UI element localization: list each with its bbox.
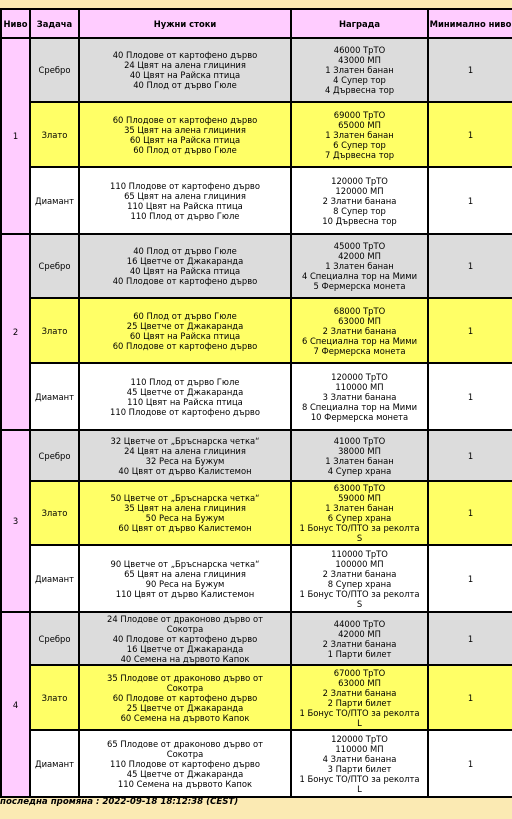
requirement-item: 40 Плодове от картофено дърво xyxy=(112,50,258,60)
table-row xyxy=(1,430,512,481)
requirement-item: 110 Плод от дърво Гюле xyxy=(130,376,240,387)
task-gold-cell: Злато xyxy=(30,298,79,363)
level-cell: 1 xyxy=(1,38,30,234)
requirement-item: 35 Плодове от драконово дърво от xyxy=(107,672,263,683)
task-diamond-cell: Диамант xyxy=(30,167,79,234)
reward-item: 4 Специална тор на Мими xyxy=(301,271,418,281)
reward-cell xyxy=(291,38,428,102)
requirements-cell xyxy=(79,545,291,612)
reward-item: 63000 ТрТО xyxy=(333,483,386,493)
requirement-item: 65 Плодове от драконово дърво от xyxy=(107,738,263,749)
requirement-item: 90 Реса на Бужум xyxy=(145,578,225,589)
requirement-item: 40 Плод от дърво Гюле xyxy=(133,246,237,256)
reward-item: 2 Златни банана xyxy=(322,195,397,206)
reward-item: 1 Златен банан xyxy=(325,261,394,271)
table-row xyxy=(1,102,512,167)
reward-item: 100000 МП xyxy=(335,558,384,569)
reward-item: 44000 ТрТО xyxy=(333,618,386,629)
table-row xyxy=(1,665,512,730)
reward-item: 4 Супер тор xyxy=(333,75,386,85)
reward-item: 7 Дървесна тор xyxy=(324,149,395,160)
requirement-item: 60 Плод от дърво Гюле xyxy=(133,310,237,321)
header-requirements: Нужни стоки xyxy=(79,9,291,38)
reward-cell xyxy=(291,545,428,612)
min-level-cell: 1 xyxy=(428,234,512,298)
table-row xyxy=(1,38,512,102)
reward-item: 2 Златни банана xyxy=(322,325,397,336)
reward-item: 38000 МП xyxy=(338,445,381,456)
min-level-cell: 1 xyxy=(428,167,512,234)
reward-item: 2 Парти билет xyxy=(327,697,392,708)
reward-item: 10 Дървесна тор xyxy=(322,215,397,226)
requirements-cell xyxy=(79,665,291,730)
requirement-item: 110 Цвят на Райска птица xyxy=(127,200,243,211)
requirement-item: 110 Семена на дървото Капок xyxy=(117,778,253,789)
min-level-cell: 1 xyxy=(428,730,512,797)
reward-item: 3 Златни банана xyxy=(322,391,397,402)
table-row xyxy=(1,363,512,430)
reward-cell xyxy=(291,481,428,545)
reward-item: 110000 МП xyxy=(335,381,384,392)
reward-item: 6 Супер тор xyxy=(333,139,386,150)
requirement-item: 45 Цветче от Джакаранда xyxy=(126,768,244,779)
requirement-item: 40 Семена на дървото Капок xyxy=(120,653,250,664)
requirements-cell xyxy=(79,38,291,102)
requirement-item: 110 Плодове от картофено дърво xyxy=(110,406,260,417)
table-header-row xyxy=(1,9,512,38)
reward-cell xyxy=(291,102,428,167)
reward-cell xyxy=(291,730,428,797)
reward-item: 10 Фермерска монета xyxy=(310,411,409,422)
task-gold-cell: Злато xyxy=(30,481,79,545)
reward-item: 2 Златни банана xyxy=(322,638,397,649)
requirements-cell xyxy=(79,612,291,665)
table-row xyxy=(1,730,512,797)
tasks-table xyxy=(0,8,512,798)
min-level-cell: 1 xyxy=(428,665,512,730)
requirement-item: 50 Цветче от „Бръснарска четка“ xyxy=(110,493,260,503)
requirement-item: 50 Реса на Бужум xyxy=(145,513,225,523)
tasks-table-container xyxy=(0,8,512,798)
requirement-item: Сокотра xyxy=(166,682,204,693)
level-cell: 3 xyxy=(1,430,30,612)
last-modified: последна промяна : 2022-09-18 18:12:38 (CEST) xyxy=(0,797,239,807)
reward-item: 1 Парти билет xyxy=(327,648,392,659)
requirement-item: 40 Плод от дърво Гюле xyxy=(133,80,237,90)
reward-item: 120000 ТрТО xyxy=(331,733,388,744)
requirement-item: 60 Цвят от дърво Калистемон xyxy=(118,523,252,533)
task-diamond-cell: Диамант xyxy=(30,363,79,430)
table-row xyxy=(1,612,512,665)
table-row xyxy=(1,545,512,612)
min-level-cell: 1 xyxy=(428,545,512,612)
min-level-cell: 1 xyxy=(428,363,512,430)
requirements-cell xyxy=(79,363,291,430)
requirement-item: 32 Реса на Бужум xyxy=(145,455,225,466)
reward-item: 1 Златен банан xyxy=(325,129,394,140)
table-body xyxy=(1,38,512,797)
min-level-cell: 1 xyxy=(428,102,512,167)
requirements-cell xyxy=(79,167,291,234)
level-cell: 4 xyxy=(1,612,30,797)
reward-item: 1 Бонус ТО/ПТО за реколта xyxy=(299,588,420,599)
requirement-item: 110 Цвят от дърво Калистемон xyxy=(115,588,255,599)
reward-item: 1 Бонус ТО/ПТО за реколта xyxy=(299,523,420,533)
min-level-cell: 1 xyxy=(428,298,512,363)
reward-item: 120000 МП xyxy=(335,185,384,196)
task-gold-cell: Злато xyxy=(30,665,79,730)
requirement-item: 60 Плодове от картофено дърво xyxy=(112,114,258,125)
requirement-item: 24 Плодове от драконово дърво от xyxy=(107,613,263,624)
task-silver-cell: Сребро xyxy=(30,430,79,481)
table-row xyxy=(1,481,512,545)
requirement-item: 24 Цвят на алена глициния xyxy=(124,445,246,456)
requirement-item: 25 Цветче от Джакаранда xyxy=(126,320,244,331)
requirement-item: 60 Цвят на Райска птица xyxy=(129,134,241,145)
reward-cell xyxy=(291,612,428,665)
table-row xyxy=(1,167,512,234)
requirement-item: 40 Плодове от картофено дърво xyxy=(112,633,258,644)
reward-item: 42000 МП xyxy=(338,628,381,639)
reward-item: 5 Фермерска монета xyxy=(313,281,406,291)
header-level: Ниво xyxy=(1,9,30,38)
requirement-item: 24 Цвят на алена глициния xyxy=(124,60,246,70)
reward-item: 69000 ТрТО xyxy=(333,109,386,120)
requirement-item: 40 Плодове от картофено дърво xyxy=(112,276,258,286)
reward-item: 46000 ТрТО xyxy=(333,45,386,55)
reward-item: 65000 МП xyxy=(338,119,381,130)
min-level-cell: 1 xyxy=(428,430,512,481)
reward-item: 2 Златни банана xyxy=(322,687,397,698)
reward-item: 8 Специална тор на Мими xyxy=(301,401,418,412)
reward-item: 6 Специална тор на Мими xyxy=(301,335,418,346)
reward-item: 45000 ТрТО xyxy=(333,241,386,251)
reward-item: 8 Супер тор xyxy=(333,205,386,216)
requirement-item: 16 Цветче от Джакаранда xyxy=(126,256,244,266)
reward-item: S xyxy=(356,598,363,609)
requirement-item: 35 Цвят на алена глициния xyxy=(124,503,246,513)
min-level-cell: 1 xyxy=(428,481,512,545)
task-gold-cell: Злато xyxy=(30,102,79,167)
header-min-level: Минимално ниво xyxy=(428,9,512,38)
reward-item: 8 Супер храна xyxy=(327,578,392,589)
reward-item: 4 Супер храна xyxy=(327,465,392,476)
reward-cell xyxy=(291,430,428,481)
reward-item: 1 Златен банан xyxy=(325,455,394,466)
reward-item: 120000 ТрТО xyxy=(331,371,388,382)
header-reward: Награда xyxy=(291,9,428,38)
reward-cell xyxy=(291,363,428,430)
reward-item: 2 Златни банана xyxy=(322,568,397,579)
requirement-item: Сокотра xyxy=(166,748,204,759)
reward-item: L xyxy=(357,717,362,728)
reward-cell xyxy=(291,298,428,363)
requirement-item: 110 Плодове от картофено дърво xyxy=(110,758,260,769)
reward-item: 1 Златен банан xyxy=(325,65,394,75)
reward-item: 42000 МП xyxy=(338,251,381,261)
requirement-item: 110 Плодове от картофено дърво xyxy=(110,180,260,191)
requirement-item: 32 Цветче от „Бръснарска четка“ xyxy=(110,435,260,446)
reward-item: 110000 ТрТО xyxy=(331,548,388,559)
reward-cell xyxy=(291,665,428,730)
reward-item: 43000 МП xyxy=(338,55,381,65)
reward-item: 120000 ТрТО xyxy=(331,175,388,186)
header-task: Задача xyxy=(30,9,79,38)
reward-item: 63000 МП xyxy=(338,315,381,326)
requirements-cell xyxy=(79,430,291,481)
reward-item: 3 Парти билет xyxy=(327,763,392,774)
reward-item: 1 Златен банан xyxy=(325,503,394,513)
requirement-item: 35 Цвят на алена глициния xyxy=(124,124,246,135)
task-diamond-cell: Диамант xyxy=(30,545,79,612)
reward-cell xyxy=(291,234,428,298)
requirement-item: 90 Цветче от „Бръснарска четка“ xyxy=(110,558,260,569)
reward-item: 41000 ТрТО xyxy=(333,435,386,446)
requirement-item: 60 Плод от дърво Гюле xyxy=(133,144,237,155)
requirement-item: 45 Цветче от Джакаранда xyxy=(126,386,244,397)
reward-item: 1 Бонус ТО/ПТО за реколта xyxy=(299,773,420,784)
reward-item: 4 Дървесна тор xyxy=(324,85,395,95)
requirements-cell xyxy=(79,481,291,545)
reward-item: 7 Фермерска монета xyxy=(313,345,406,356)
table-row xyxy=(1,234,512,298)
reward-cell xyxy=(291,167,428,234)
reward-item: 63000 МП xyxy=(338,677,381,688)
requirement-item: 110 Цвят на Райска птица xyxy=(127,396,243,407)
requirement-item: 60 Семена на дървото Капок xyxy=(120,712,250,723)
requirement-item: 60 Плодове от картофено дърво xyxy=(112,340,258,351)
table-row xyxy=(1,298,512,363)
task-silver-cell: Сребро xyxy=(30,234,79,298)
reward-item: 110000 МП xyxy=(335,743,384,754)
requirements-cell xyxy=(79,298,291,363)
requirement-item: 40 Цвят на Райска птица xyxy=(129,70,241,80)
reward-item: 6 Супер храна xyxy=(327,513,392,523)
requirements-cell xyxy=(79,730,291,797)
min-level-cell: 1 xyxy=(428,612,512,665)
reward-item: 59000 МП xyxy=(338,493,381,503)
reward-item: 4 Златни банана xyxy=(322,753,397,764)
task-diamond-cell: Диамант xyxy=(30,730,79,797)
requirement-item: 65 Цвят на алена глициния xyxy=(124,568,246,579)
min-level-cell: 1 xyxy=(428,38,512,102)
requirement-item: 60 Плодове от картофено дърво xyxy=(112,692,258,703)
requirement-item: 16 Цветче от Джакаранда xyxy=(126,643,244,654)
reward-item: L xyxy=(357,783,362,794)
requirement-item: 60 Цвят на Райска птица xyxy=(129,330,241,341)
requirements-cell xyxy=(79,102,291,167)
requirement-item: 40 Цвят на Райска птица xyxy=(129,266,241,276)
requirement-item: 25 Цветче от Джакаранда xyxy=(126,702,244,713)
task-silver-cell: Сребро xyxy=(30,38,79,102)
reward-item: 1 Бонус ТО/ПТО за реколта xyxy=(299,707,420,718)
requirement-item: 110 Плод от дърво Гюле xyxy=(130,210,240,221)
requirement-item: Сокотра xyxy=(166,623,204,634)
requirements-cell xyxy=(79,234,291,298)
reward-item: 67000 ТрТО xyxy=(333,667,386,678)
level-cell: 2 xyxy=(1,234,30,430)
reward-item: S xyxy=(356,533,363,543)
task-silver-cell: Сребро xyxy=(30,612,79,665)
reward-item: 68000 ТрТО xyxy=(333,305,386,316)
requirement-item: 65 Цвят на алена глициния xyxy=(124,190,246,201)
requirement-item: 40 Цвят от дърво Калистемон xyxy=(118,465,252,476)
